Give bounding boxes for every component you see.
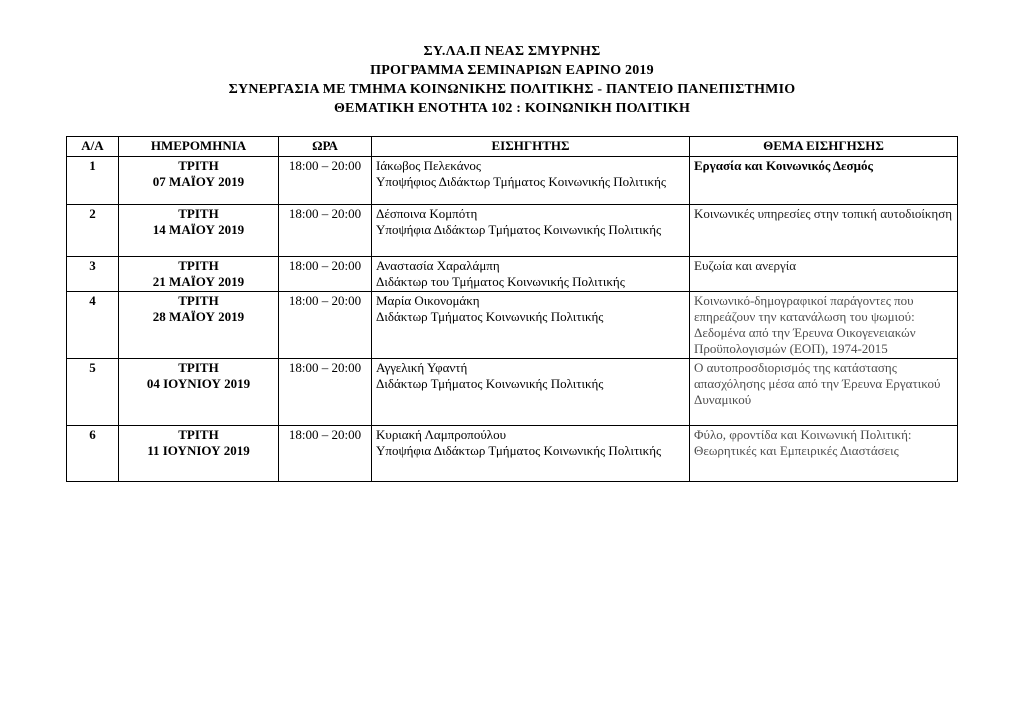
- table-row: [67, 292, 958, 359]
- cell-date: [119, 157, 279, 205]
- column-header-index: Α/Α: [67, 137, 119, 157]
- cell-index: 3: [67, 257, 119, 292]
- title-line-program: ΠΡΟΓΡΑΜΜΑ ΣΕΜΙΝΑΡΙΩΝ ΕΑΡΙΝΟ 2019: [370, 63, 654, 78]
- column-header-time: ΩΡΑ: [279, 137, 372, 157]
- speaker-name: Δέσποινα Κομπότη: [376, 206, 478, 221]
- speaker-name: Μαρία Οικονομάκη: [376, 293, 480, 308]
- document-title-block: [0, 42, 1024, 118]
- table-row: [67, 257, 958, 292]
- cell-time: 18:00 – 20:00: [279, 426, 372, 482]
- cell-date-value: 04 ΙΟΥΝΙΟΥ 2019: [146, 376, 251, 391]
- cell-day: ΤΡΙΤΗ: [178, 258, 219, 273]
- table-row: [67, 157, 958, 205]
- speaker-name: Αγγελική Υφαντή: [376, 360, 468, 375]
- cell-topic: Εργασία και Κοινωνικός Δεσμός: [690, 157, 958, 205]
- title-line-organization: ΣΥ.ΛΑ.Π ΝΕΑΣ ΣΜΥΡΝΗΣ: [423, 44, 601, 59]
- cell-index: 1: [67, 157, 119, 205]
- title-line-thematic-unit: ΘΕΜΑΤΙΚΗ ΕΝΟΤΗΤΑ 102 : ΚΟΙΝΩΝΙΚΗ ΠΟΛΙΤΙΚΗ: [333, 101, 691, 116]
- cell-date: [119, 292, 279, 359]
- cell-day: ΤΡΙΤΗ: [178, 427, 219, 442]
- cell-topic: Κοινωνικές υπηρεσίες στην τοπική αυτοδιοίκηση: [690, 205, 958, 257]
- cell-topic: Ο αυτοπροσδιορισμός της κατάστασης απασχόλησης μέσα από την Έρευνα Εργατικού Δυναμικού: [690, 359, 958, 426]
- cell-speaker: [372, 257, 690, 292]
- cell-date: [119, 359, 279, 426]
- speaker-role: Υποψήφια Διδάκτωρ Τμήματος Κοινωνικής Πολιτικής: [376, 222, 662, 237]
- cell-index: 4: [67, 292, 119, 359]
- cell-topic: Ευζωία και ανεργία: [690, 257, 958, 292]
- table-header-row: [67, 137, 958, 157]
- cell-day: ΤΡΙΤΗ: [178, 158, 219, 173]
- cell-day: ΤΡΙΤΗ: [178, 206, 219, 221]
- cell-date: [119, 257, 279, 292]
- column-header-speaker: ΕΙΣΗΓΗΤΗΣ: [372, 137, 690, 157]
- cell-topic: Φύλο, φροντίδα και Κοινωνική Πολιτική: Θεωρητικές και Εμπειρικές Διαστάσεις: [690, 426, 958, 482]
- title-line-collaboration: ΣΥΝΕΡΓΑΣΙΑ ΜΕ ΤΜΗΜΑ ΚΟΙΝΩΝΙΚΗΣ ΠΟΛΙΤΙΚΗΣ - ΠΑΝΤΕΙΟ ΠΑΝΕΠΙΣΤΗΜΙΟ: [228, 82, 796, 97]
- cell-index: 2: [67, 205, 119, 257]
- speaker-role: Υποψήφια Διδάκτωρ Τμήματος Κοινωνικής Πολιτικής: [376, 443, 662, 458]
- speaker-name: Αναστασία Χαραλάμπη: [376, 258, 500, 273]
- cell-speaker: [372, 205, 690, 257]
- cell-index: 5: [67, 359, 119, 426]
- cell-day: ΤΡΙΤΗ: [178, 360, 219, 375]
- cell-speaker: [372, 292, 690, 359]
- cell-time: 18:00 – 20:00: [279, 257, 372, 292]
- column-header-date: ΗΜΕΡΟΜΗΝΙΑ: [119, 137, 279, 157]
- speaker-role: Διδάκτωρ Τμήματος Κοινωνικής Πολιτικής: [376, 376, 604, 391]
- cell-date: [119, 205, 279, 257]
- table-row: [67, 205, 958, 257]
- table-row: [67, 359, 958, 426]
- cell-time: 18:00 – 20:00: [279, 359, 372, 426]
- cell-time: 18:00 – 20:00: [279, 205, 372, 257]
- speaker-role: Διδάκτωρ Τμήματος Κοινωνικής Πολιτικής: [376, 309, 604, 324]
- cell-topic: Κοινωνικό-δημογραφικοί παράγοντες που επηρεάζουν την κατανάλωση του ψωμιού: Δεδομένα από την Έρευνα Οικογενειακών Προϋπολογισμών (ΕΟΠ), 1974-2015: [690, 292, 958, 359]
- seminar-schedule-table: [66, 136, 958, 482]
- cell-speaker: [372, 359, 690, 426]
- cell-index: 6: [67, 426, 119, 482]
- speaker-name: Κυριακή Λαμπροπούλου: [376, 427, 506, 442]
- cell-time: 18:00 – 20:00: [279, 157, 372, 205]
- cell-speaker: [372, 157, 690, 205]
- cell-date-value: 11 ΙΟΥΝΙΟΥ 2019: [147, 443, 250, 458]
- cell-date-value: 14 ΜΑΪΟΥ 2019: [152, 222, 245, 237]
- speaker-name: Ιάκωβος Πελεκάνος: [376, 158, 482, 173]
- speaker-role: Διδάκτωρ του Τμήματος Κοινωνικής Πολιτικής: [376, 274, 625, 289]
- cell-date-value: 21 ΜΑΪΟΥ 2019: [152, 274, 245, 289]
- cell-speaker: [372, 426, 690, 482]
- cell-day: ΤΡΙΤΗ: [178, 293, 219, 308]
- cell-date-value: 07 ΜΑΪΟΥ 2019: [152, 174, 245, 189]
- cell-date-value: 28 ΜΑΪΟΥ 2019: [152, 309, 245, 324]
- table-row: [67, 426, 958, 482]
- column-header-topic: ΘΕΜΑ ΕΙΣΗΓΗΣΗΣ: [690, 137, 958, 157]
- speaker-role: Υποψήφιος Διδάκτωρ Τμήματος Κοινωνικής Πολιτικής: [376, 174, 667, 189]
- cell-time: 18:00 – 20:00: [279, 292, 372, 359]
- cell-date: [119, 426, 279, 482]
